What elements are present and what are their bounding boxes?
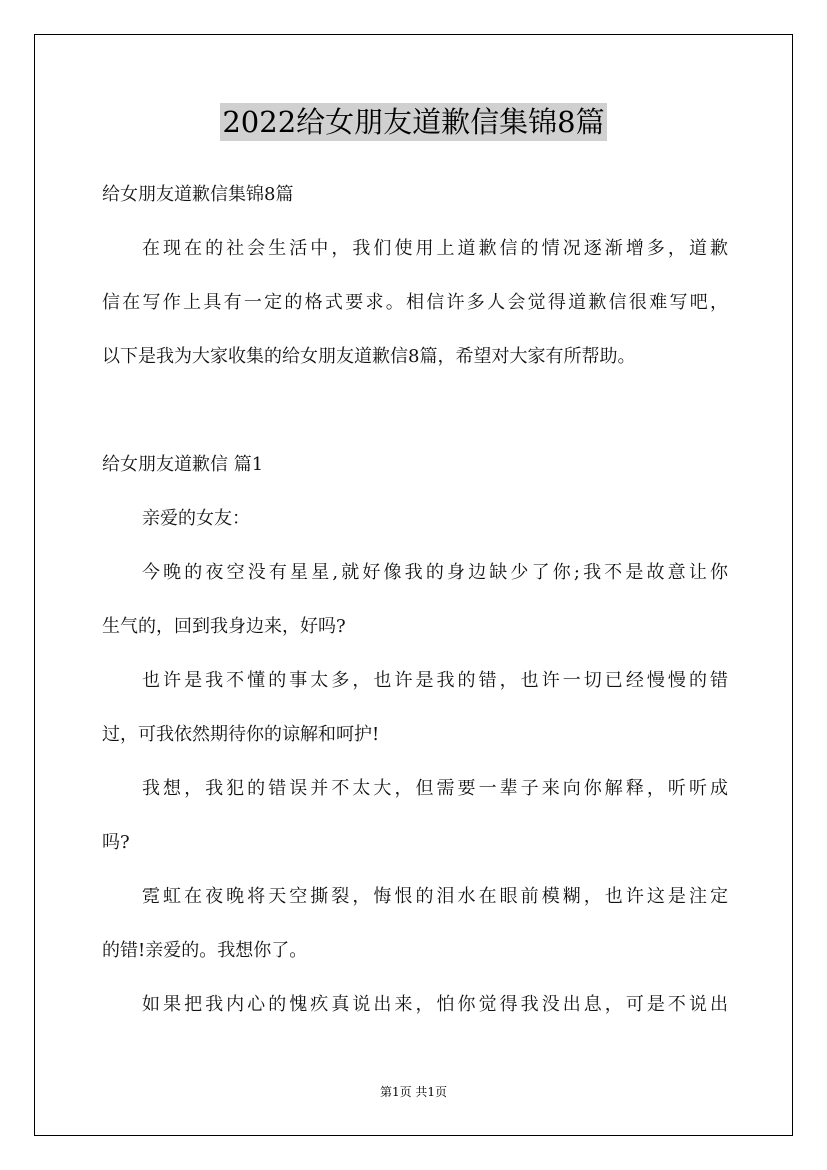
- intro-line-3: 以下是我为大家收集的给女朋友道歉信8篇，希望对大家有所帮助。: [102, 346, 636, 367]
- page-footer: 第1页 共1页: [379, 1085, 448, 1099]
- intro-line-1: 在现在的社会生活中，我们使用上道歉信的情况逐渐增多，道歉: [142, 238, 728, 259]
- body-line-9: 如果把我内心的愧疚真说出来，怕你觉得我没出息，可是不说出: [142, 994, 728, 1015]
- title-container: [0, 103, 827, 141]
- document-title: 2022给女朋友道歉信集锦8篇: [222, 105, 605, 139]
- body-line-5: 我想，我犯的错误并不太大，但需要一辈子来向你解释，听听成: [142, 778, 728, 799]
- section-heading: 给女朋友道歉信 篇1: [102, 454, 264, 475]
- document-subtitle: 给女朋友道歉信集锦8篇: [102, 184, 294, 205]
- body-line-3: 也许是我不懂的事太多，也许是我的错，也许一切已经慢慢的错: [142, 670, 728, 691]
- body-line-7: 霓虹在夜晚将天空撕裂，悔恨的泪水在眼前模糊，也许这是注定: [142, 886, 728, 907]
- body-line-6: 吗?: [102, 832, 130, 853]
- letter-greeting: 亲爱的女友：: [142, 508, 250, 529]
- body-line-2: 生气的，回到我身边来，好吗?: [102, 616, 346, 637]
- body-line-4: 过，可我依然期待你的谅解和呵护!: [102, 724, 380, 745]
- body-line-8: 的错!亲爱的。我想你了。: [102, 940, 308, 961]
- body-line-1: 今晚的夜空没有星星,就好像我的身边缺少了你;我不是故意让你: [142, 562, 728, 583]
- intro-line-2: 信在写作上具有一定的格式要求。相信许多人会觉得道歉信很难写吧，: [102, 292, 728, 313]
